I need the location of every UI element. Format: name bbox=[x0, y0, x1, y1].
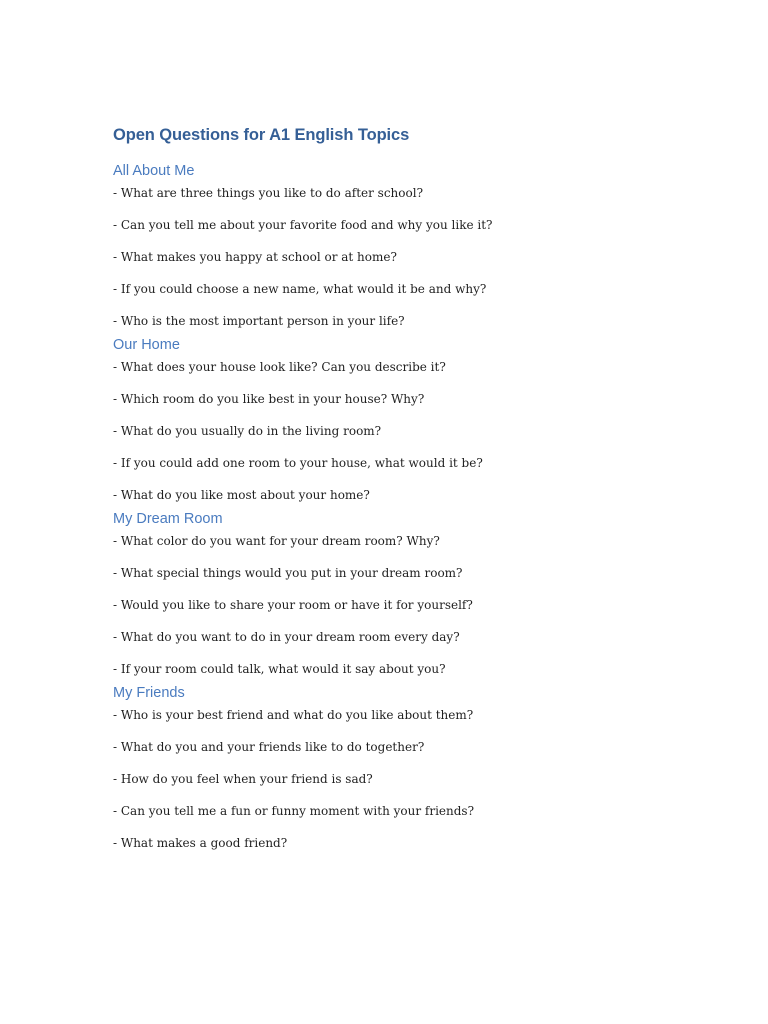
section-my-friends bbox=[113, 682, 673, 856]
section-all-about-me bbox=[113, 160, 673, 334]
question-item: - Can you tell me a fun or funny moment with your friends? bbox=[113, 804, 475, 818]
section-heading: All About Me bbox=[113, 163, 195, 179]
question-item: - What do you and your friends like to do together? bbox=[113, 740, 425, 754]
question-list bbox=[113, 182, 673, 334]
question-item: - What makes you happy at school or at home? bbox=[113, 250, 397, 264]
question-item: - What color do you want for your dream room? Why? bbox=[113, 534, 440, 548]
section-heading: My Friends bbox=[113, 685, 185, 701]
question-list bbox=[113, 530, 673, 682]
document-page bbox=[113, 124, 673, 856]
question-item: - What do you want to do in your dream room every day? bbox=[113, 630, 460, 644]
question-item: - What do you like most about your home? bbox=[113, 488, 370, 502]
section-heading: Our Home bbox=[113, 337, 180, 353]
section-our-home bbox=[113, 334, 673, 508]
question-item: - Who is the most important person in your life? bbox=[113, 314, 405, 328]
question-list bbox=[113, 356, 673, 508]
question-item: - What do you usually do in the living room? bbox=[113, 424, 382, 438]
section-heading: My Dream Room bbox=[113, 511, 223, 527]
question-item: - Can you tell me about your favorite food and why you like it? bbox=[113, 218, 493, 232]
question-list bbox=[113, 704, 673, 856]
question-item: - What does your house look like? Can you describe it? bbox=[113, 360, 446, 374]
question-item: - What are three things you like to do after school? bbox=[113, 186, 423, 200]
question-item: - What special things would you put in your dream room? bbox=[113, 566, 463, 580]
question-item: - Would you like to share your room or have it for yourself? bbox=[113, 598, 473, 612]
section-my-dream-room bbox=[113, 508, 673, 682]
question-item: - Who is your best friend and what do you like about them? bbox=[113, 708, 474, 722]
document-title: Open Questions for A1 English Topics bbox=[113, 126, 410, 144]
question-item: - How do you feel when your friend is sad? bbox=[113, 772, 373, 786]
question-item: - If you could choose a new name, what would it be and why? bbox=[113, 282, 487, 296]
question-item: - If your room could talk, what would it say about you? bbox=[113, 662, 446, 676]
question-item: - If you could add one room to your house, what would it be? bbox=[113, 456, 483, 470]
question-item: - What makes a good friend? bbox=[113, 836, 288, 850]
question-item: - Which room do you like best in your house? Why? bbox=[113, 392, 425, 406]
